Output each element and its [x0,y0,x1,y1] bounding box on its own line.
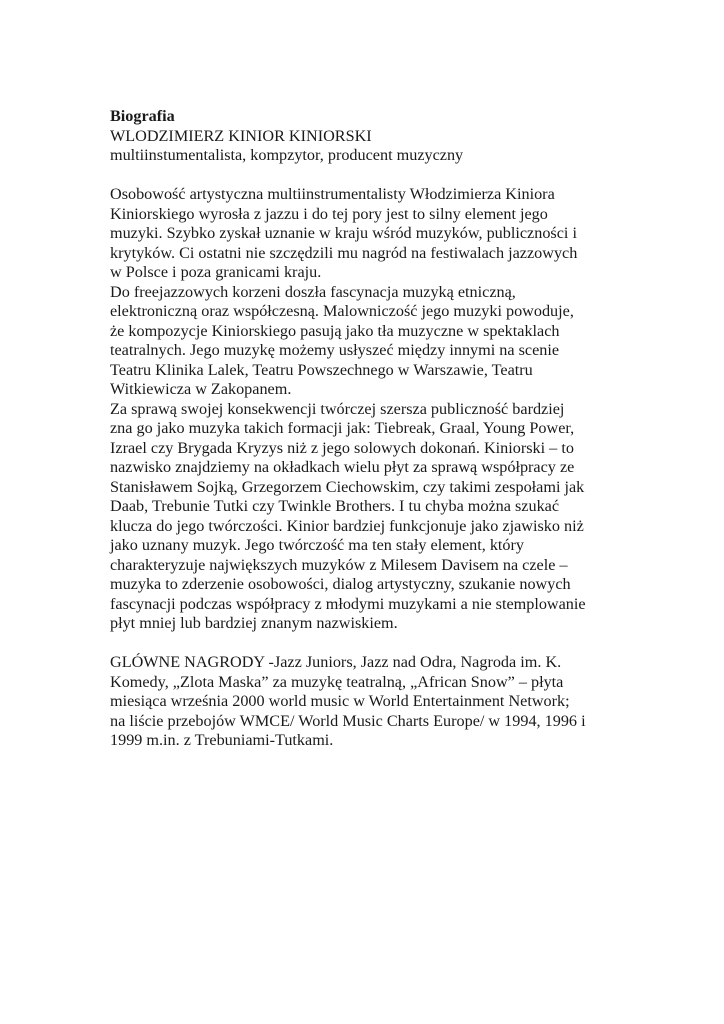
awards-text [110,653,630,751]
paragraph-gap [110,166,630,186]
bio-line: nazwisko znajdziemy na okładkach wielu płyt za sprawą współpracy ze [110,458,575,476]
bio-line: krytyków. Ci ostatni nie szczędzili mu nagród na festiwalach jazzowych [110,243,578,262]
bio-line: klucza do jego twórczości. Kinior bardziej funkcjonuje jako zjawisko niż [110,516,584,535]
bio-line: muzyki. Szybko zyskał uznanie w kraju wśród muzyków, publiczności i [110,224,577,242]
bio-line: muzyka to zderzenie osobowości, dialog artystyczny, szukanie nowych [110,575,571,593]
bio-line: Stanisławem Sojką, Grzegorzem Ciechowskim, czy takimi zespołami jak [110,477,585,496]
bio-line: Do freejazzowych korzeni doszła fascynacja muzyką etniczną, [110,282,516,301]
bio-line: fascynacji podczas współpracy z młodymi muzykami a nie stemplowanie [110,594,586,613]
awards-line: na liście przebojów WMCE/ World Music Charts Europe/ w 1994, 1996 i [110,711,586,730]
bio-line: Daab, Trebunie Tutki czy Twinkle Brothers. I tu chyba można szukać [110,497,560,515]
bio-line: elektroniczną oraz współczesną. Malowniczość jego muzyki powoduje, [110,302,574,320]
awards-line: miesiąca września 2000 world music w World Entertainment Network; [110,692,570,710]
awards-line: GLÓWNE NAGRODY -Jazz Juniors, Jazz nad Odra, Nagroda im. K. [110,653,562,671]
bio-line: Izrael czy Brygada Kryzys niż z jego solowych dokonań. Kiniorski – to [110,438,574,457]
awards-line: Komedy, „Zlota Maska” za muzykę teatralną, „African Snow” – płyta [110,672,564,691]
artist-roles: multiinstumentalista, kompzytor, producent muzyczny [110,146,464,164]
bio-line: że kompozycje Kiniorskiego pasują jako tła muzyczne w spektaklach [110,321,560,340]
bio-line: Witkiewicza w Zakopanem. [110,380,292,398]
bio-line: jako uznany muzyk. Jego twórczość ma ten stały element, który [110,536,525,554]
artist-name: WLODZIMIERZ KINIOR KINIORSKI [110,126,372,145]
bio-line: Za sprawą swojej konsekwencji twórczej szersza publiczność bardziej [110,399,565,418]
document-title: Biografia [110,107,175,125]
bio-line: charakteryzuje największych muzyków z Milesem Davisem na czele – [110,555,568,574]
bio-line: Teatru Klinika Lalek, Teatru Powszechnego w Warszawie, Teatru [110,360,533,379]
biography-text [110,185,630,634]
bio-line: płyt mniej lub bardziej znanym nazwiskiem. [110,614,398,632]
bio-line: w Polsce i poza granicami kraju. [110,263,322,281]
awards-line: 1999 m.in. z Trebuniami-Tutkami. [110,731,334,749]
document-page [110,107,630,751]
bio-line: Osobowość artystyczna multiinstrumentalisty Włodzimierza Kiniora [110,185,555,203]
bio-line: Kiniorskiego wyrosła z jazzu i do tej pory jest to silny element jego [110,204,548,223]
bio-line: zna go jako muzyka takich formacji jak: Tiebreak, Graal, Young Power, [110,419,575,437]
bio-line: teatralnych. Jego muzykę możemy usłyszeć między innymi na scenie [110,341,560,359]
paragraph-gap [110,634,630,654]
